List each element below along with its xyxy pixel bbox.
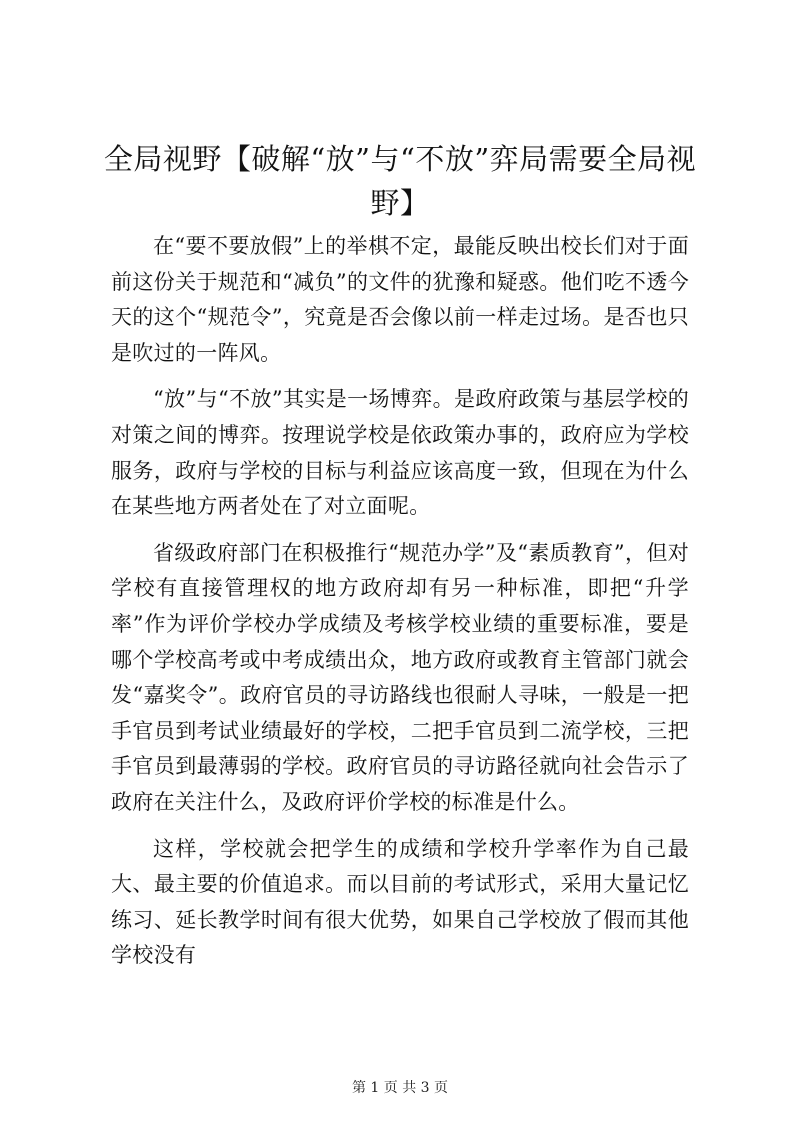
- document-body: [111, 229, 689, 985]
- document-title: 全局视野【破解“放”与“不放”弈局需要全局视野】: [103, 142, 697, 220]
- paragraph: 在“要不要放假”上的举棋不定，最能反映出校长们对于面前这份关于规范和“减负”的文件的犹豫和疑惑。他们吃不透今天的这个“规范令”，究竟是否会像以前一样走过场。是否也只是吹过的一阵风。: [111, 234, 689, 365]
- page-number-footer: 第 1 页 共 3 页: [351, 1080, 449, 1096]
- paragraph: 省级政府部门在积极推行“规范办学”及“素质教育”，但对学校有直接管理权的地方政府却有另一种标准，即把“升学率”作为评价学校办学成绩及考核学校业绩的重要标准，要是哪个学校高考或中考成绩出众，地方政府或教育主管部门就会发“嘉奖令”。政府官员的寻访路线也很耐人寻味，一般是一把手官员到考试业绩最好的学校，二把手官员到二流学校，三把手官员到最薄弱的学校。政府官员的寻访路径就向社会告示了政府在关注什么，及政府评价学校的标准是什么。: [111, 540, 689, 814]
- paragraph: “放”与“不放”其实是一场博弈。是政府政策与基层学校的对策之间的博弈。按理说学校是依政策办事的，政府应为学校服务，政府与学校的目标与利益应该高度一致，但现在为什么在某些地方两者处在了对立面呢。: [111, 387, 689, 519]
- paragraph: 这样，学校就会把学生的成绩和学校升学率作为自己最大、最主要的价值追求。而以目前的考试形式，采用大量记忆练习、延长教学时间有很大优势，如果自己学校放了假而其他学校没有: [111, 836, 689, 968]
